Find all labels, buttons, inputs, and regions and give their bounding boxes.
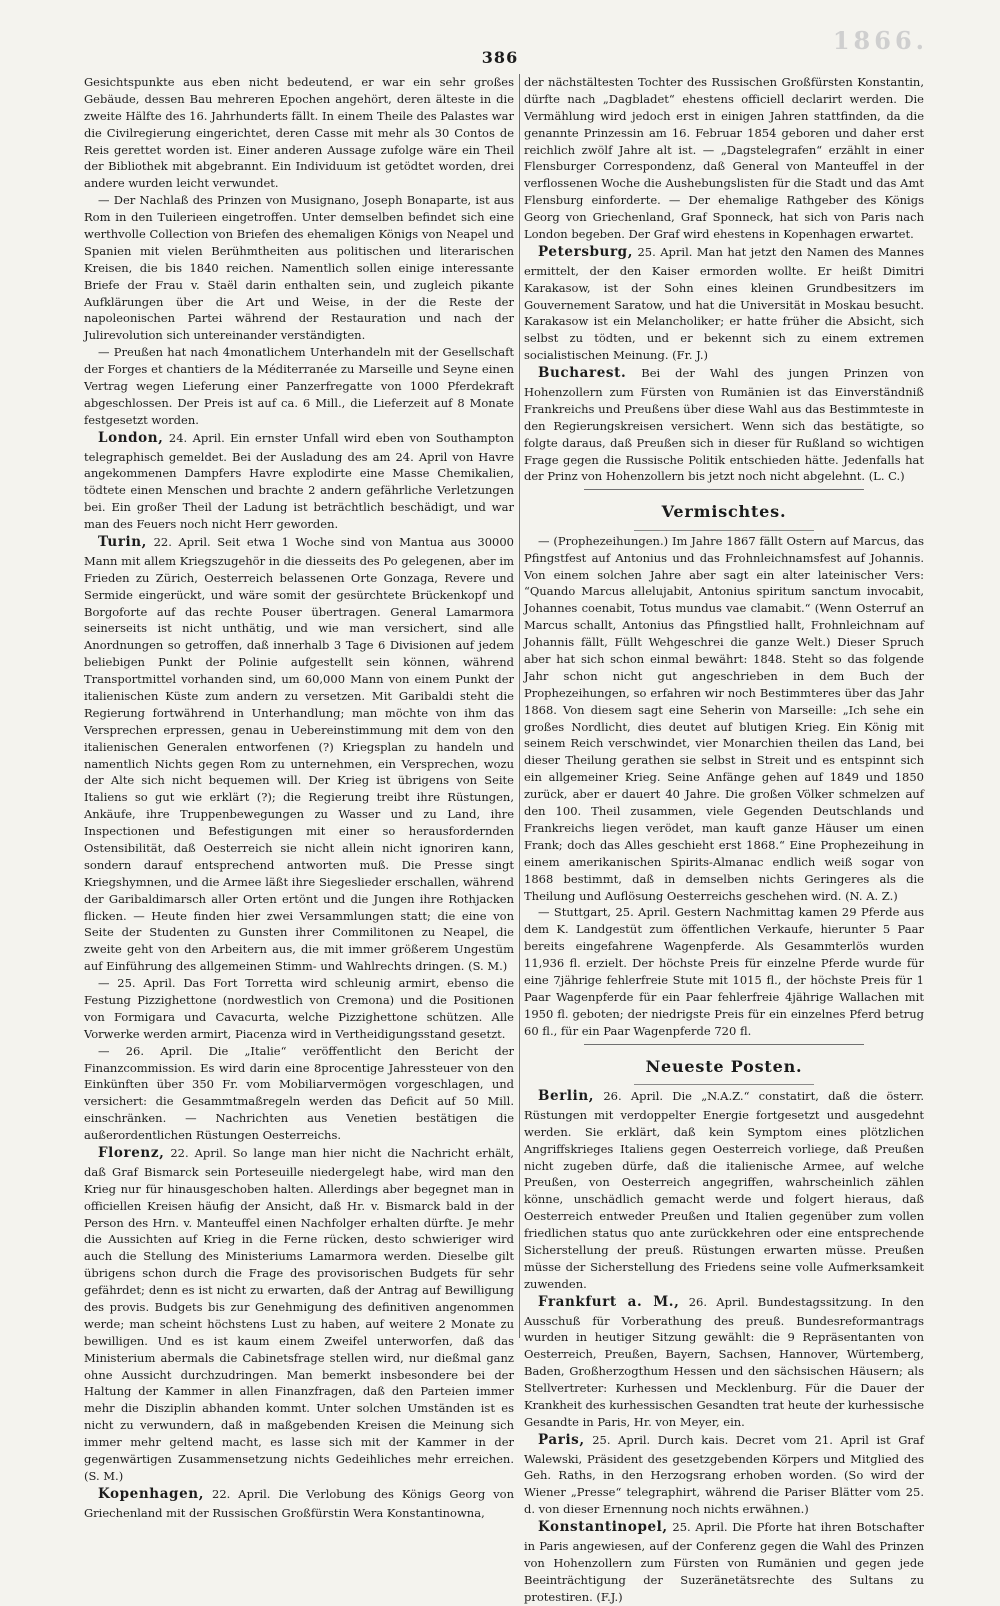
dispatch: [84, 533, 514, 975]
article-paragraph: Gesichtspunkte aus eben nicht bedeutend, er war ein sehr großes Gebäude, dessen Bau mehreren Epochen angehört, deren älteste in die zweite Hälfte des 16. Jahrhunderts fällt. In einem Theile des Palastes war die Civilregierung eingerichtet, deren Casse mit mehr als 30 Contos de Reis gerettet worden ist. Einer anderen Aussage zufolge wäre ein Theil der Bibliothek mit abgebrannt. Ein Individuum ist getödtet worden, drei andere wurden leicht verwundet.: [84, 75, 514, 191]
left-column: [84, 74, 515, 1520]
dispatch-text: 22. April. Die Verlobung des Königs Georg von Griechenland mit der Russischen Großfürstin Wera Konstantinowna,: [84, 1486, 515, 1520]
dispatch-text: 26. April. Bundestagssitzung. In den Ausschuß für Vorberathung des preuß. Bundesreformantrags wurden in heutiger Sitzung gewählt: die 9 Repräsentanten von Oesterreich, Preußen, Bayern, Sachsen, Hannover, Würtemberg, Baden, Großherzogthum Hessen und den sächsischen Häusern; als Stellvertreter: Kurhessen und Mecklenburg. Für die Dauer der Krankheit des kurhessischen Gesandten trat heute der kurhessische Gesandte in Paris, Hr. von Meyer, ein.: [524, 1294, 925, 1429]
article-paragraph: — (Prophezeihungen.) Im Jahre 1867 fällt Ostern auf Marcus, das Pfingstfest auf Antonius und das Frohnleichnamsfest auf Johannis. Von einem solchen Jahre aber sagt ein alter lateinischer Vers: “Quando Marcus allelujabit, Antonius spiritum sanctum invocabit, Johannes coenabit, Totus mundus vae clamabit.“ (Wenn Osterruf an Marcus schallt, Antonius das Pfingstlied hallt, Frohnleichnam auf Johannis fällt, Füllt Wehgeschrei die ganze Welt.) Dieser Spruch aber hat sich schon einmal bewährt: 1848. Steht so das folgende Jahr schon nicht gut angeschrieben in dem Buch der Prophezeihungen, so erfahren wir noch Bestimmteres über das Jahr 1868. Von diesem sagt eine Seherin von Marseille: „Ich sehe ein großes Nordlicht, dies deutet auf blutigen Krieg. Ein König mit seinem Reich verschwindet, vier Monarchien theilen das Land, bei dieser Theilung gerathen sie selbst in Streit und es entspinnt sich ein allgemeiner Krieg. Seine Anfänge gehen auf 1849 und 1850 zurück, aber er dauert 40 Jahre. Die großen Völker schmelzen auf den 100. Theil zusammen, viele Gegenden Deutschlands und Frankreichs liegen verödet, man kauft ganze Häuser um einen Frank; doch das Alles geschieht erst 1868.“ Eine Prophezeihung in einem amerikanischen Spirits-Almanac endlich weiß sogar von 1868 bestimmt, daß in demselben nichts Geringeres als die Theilung und Auflösung Oesterreichs geschehen wird. (N. A. Z.): [524, 533, 924, 903]
dispatch: [524, 1087, 924, 1293]
dispatch-place: London,: [98, 429, 164, 446]
dispatch: [524, 1518, 924, 1605]
article-paragraph: — Stuttgart, 25. April. Gestern Nachmittag kamen 29 Pferde aus dem K. Landgestüt zum öffentlichen Verkaufe, hierunter 5 Paar bereits eingefahrene Wagenpferde. Als Gesammterlös wurden 11,936 fl. erzielt. Der höchste Preis für einzelne Pferde wurde für eine 7jährige fehlerfreie Stute mit 1015 fl., der höchste Preis für 1 Paar Wagenpferde für ein Paar fehlerfreie 4jährige Wallachen mit 1950 fl. geboten; der niedrigste Preis für ein einzelnes Pferd betrug 60 fl., für ein Paar Wagenpferde 720 fl.: [524, 905, 924, 1038]
dispatch: [84, 429, 514, 533]
right-column: [524, 74, 925, 1604]
column-divider: [519, 74, 520, 1338]
dispatch-text: 22. April. So lange man hier nicht die Nachricht erhält, daß Graf Bismarck sein Porteseuille niedergelegt habe, wird man den Krieg nur für hinausgeschoben halten. Allerdings aber begegnet man in officiellen Kreisen häufig der Ansicht, daß Hr. v. Bismarck bald in der Person des Hrn. v. Manteuffel einen Nachfolger erhalten dürfte. Je mehr die Aussichten auf Krieg in die Ferne rücken, desto schwieriger wird auch die Stellung des Ministeriums Lamarmora werden. Dieselbe gilt übrigens schon durch die Frage des provisorischen Budgets für sehr gefährdet; denn es ist nicht zu erwarten, daß der Antrag auf Bewilligung des provis. Budgets bis zur Genehmigung des definitiven angenommen werde; man scheint höchstens Lust zu haben, auf weitere 2 Monate zu bewilligen. Und es ist kaum einem Zweifel unterworfen, daß das Ministerium abermals die Cabinetsfrage stellen wird, nur dießmal ganz ohne Aussicht durchzudringen. Man bemerkt insbesondere bei der Haltung der Kammer in allen Finanzfragen, daß den Parteien immer mehr die Disziplin abhanden kommt. Unter solchen Umständen ist es nicht zu verwundern, daß in maßgebenden Kreisen die Meinung sich immer mehr geltend macht, es lasse sich mit der Kammer in der gegenwärtigen Zusammensetzung nichts Gedeihliches mehr erreichen. (S. M.): [84, 1146, 514, 1483]
dispatch: [524, 1293, 924, 1431]
article-paragraph: — 25. April. Das Fort Torretta wird schleunig armirt, ebenso die Festung Pizzighettone (nordwestlich von Cremona) und die Positionen von Formigara und Cavacurta, welche Pizzighettone schützen. Alle Vorwerke werden armirt, Piacenza wird in Vertheidigungsstand gesetzt.: [84, 976, 514, 1041]
section-heading: Neueste Posten.: [645, 1056, 803, 1076]
dispatch-place: Berlin,: [538, 1088, 595, 1105]
dispatch-text: 25. April. Durch kais. Decret vom 21. April ist Graf Walewski, Präsident des gesetzgebenden Körpers und Mitglied des Geh. Raths, in den Herzogsrang erhoben worden. (So wird der Wiener „Presse“ telegraphirt, während die Pariser Blätter vom 25. d. von dieser Ernennung noch nichts erwähnen.): [524, 1432, 924, 1517]
article-paragraph: — 26. April. Die „Italie“ veröffentlicht den Bericht der Finanzcommission. Es wird darin eine 8procentige Jahressteuer von den Einkünften über 350 Fr. vom Mobiliarvermögen vorgeschlagen, und versichert: die Gesammtmaßregeln werden das Deficit auf 50 Mill. einschränken. — Nachrichten aus Venetien bestätigen die außerordentlichen Rüstungen Oesterreichs.: [84, 1043, 514, 1143]
dispatch: [84, 1144, 514, 1485]
dispatch: [84, 1485, 514, 1522]
dispatch-place: Turin,: [98, 534, 147, 550]
page-number: 386: [481, 48, 519, 67]
dispatch-place: Florenz,: [98, 1145, 165, 1162]
heading-underline: [634, 1084, 814, 1085]
dispatch: [524, 364, 924, 485]
dispatch-place: Frankfurt a. M.,: [538, 1293, 680, 1310]
header-ghost: 1866.: [832, 26, 928, 55]
dispatch-place: Paris,: [538, 1431, 585, 1448]
article-paragraph: der nächstältesten Tochter des Russischen Großfürsten Konstantin, dürfte nach „Dagbladet“ ehestens officiell declarirt werden. Die Vermählung wird jedoch erst in einigen Jahren stattfinden, da die genannte Prinzessin am 16. Februar 1854 geboren und daher erst reichlich zwölf Jahre alt ist. — „Dagstelegrafen“ erzählt in einer Flensburger Correspondenz, daß General von Manteuffel in der verflossenen Woche die Aushebungslisten für die Stadt und das Amt Flensburg einforderte. — Der ehemalige Rathgeber des Königs Georg von Griechenland, Graf Sponneck, hat sich von Paris nach London begeben. Der Graf wird ehestens in Kopenhagen erwartet.: [524, 75, 924, 242]
dispatch-place: Petersburg,: [538, 243, 634, 260]
dispatch: [524, 243, 924, 364]
dispatch-text: 26. April. Die „N.A.Z.“ constatirt, daß die österr. Rüstungen mit verdoppelter Energie fortgesetzt und ausgedehnt werden. Sie erklärt, daß kein Symptom eines plötzlichen Angriffskrieges Italiens gegen Oesterreich vorliege, daß Preußen nicht zugeben dürfe, daß die italienische Armee, auf welche Preußen, von Oesterreich angegriffen, wahrscheinlich zählen könne, unschädlich gemacht werde und folgert hieraus, daß Oesterreich entweder Preußen und Italien gegenüber zum vollen friedlichen status quo ante zurückkehren oder eine entsprechende Sicherstellung der preuß. Rüstungen erwarten müsse. Preußen müsse der Sicherstellung des Friedens seine volle Aufmerksamkeit zuwenden.: [524, 1089, 925, 1291]
dispatch: [524, 1431, 924, 1518]
dispatch-text: Bei der Wahl des jungen Prinzen von Hohenzollern zum Fürsten von Rumänien ist das Einverständniß Frankreichs und Preußens über diese Wahl aus das Bestimmteste in den Regierungskreisen versichert. Wenn sich das bestätigte, so folgte daraus, daß Preußen sich in dieser für Rußland so wichtigen Frage gegen die Russische Politik entschieden hätte. Jedenfalls hat der Prinz von Hohenzollern bis jetzt noch nicht abgelehnt. (L. C.): [524, 366, 925, 484]
dispatch-text: 25. April. Man hat jetzt den Namen des Mannes ermittelt, der den Kaiser ermorden wollte. Er heißt Dimitri Karakasow, ist der Sohn eines kleinen Grundbesitzers im Gouvernement Saratow, und hat die Universität in Moskau besucht. Karakasow ist ein Melancholiker; er hatte früher die Absicht, sich selbst zu tödten, und er bekennt sich zu einem extremen socialistischen Meinung. (Fr. J.): [524, 244, 924, 363]
article-paragraph: — Der Nachlaß des Prinzen von Musignano, Joseph Bonaparte, ist aus Rom in den Tuilerieen eingetroffen. Unter demselben befindet sich eine werthvolle Collection von Briefen des ehemaligen Königs von Neapel und Spanien mit vielen Berühmtheiten aus politischen und literarischen Kreisen, die bis 1840 reichen. Namentlich sollen einige interessante Briefe der Frau v. Staël darin enthalten sein, und zugleich pikante Aufklärungen über die Art und Weise, in der die Reste der napoleonischen Partei während der Restauration und nach der Julirevolution sich untereinander verständigten.: [84, 193, 514, 343]
dispatch-text: 22. April. Seit etwa 1 Woche sind von Mantua aus 30000 Mann mit allem Kriegszugehör in die diesseits des Po gelegenen, aber im Frieden zu Zürich, Oesterreich belassenen Orte Gonzaga, Revere und Sermide eingerückt, und wäre somit der gesürchtete Brückenkopf und Borgoforte auf das rechte Pouser übertragen. General Lamarmora seinerseits ist nicht unthätig, und wie man versichert, sind alle Anordnungen so getroffen, daß innerhalb 3 Tage 6 Divisionen auf jedem beliebigen Punkt der Polinie aufgestellt sein können, während Transportmittel vorhanden sind, um 60,000 Mann von einem Punkt der italienischen Küste zum andern zu versetzen. Mit Garibaldi steht die Regierung fortwährend in Unterhandlung; man möchte von ihm das Versprechen erpressen, genau in Uebereinstimmung mit dem von den italienischen Generalen entworfenen (?) Kriegsplan zu handeln und namentlich Nichts gegen Rom zu unternehmen, ein Versprechen, wozu der Alte sich nicht bequemen will. Der Krieg ist übrigens von Seite Italiens so gut wie erklärt (?); die Regierung treibt ihre Rüstungen, Ankäufe, ihre Truppenbewegungen zu Wasser und zu Land, ihre Inspectionen und Befestigungen mit einer so herausfordernden Ostensibilität, daß Oesterreich sie nicht allein nicht ignoriren kann, sondern darauf entsprechend antworten muß. Die Presse singt Kriegshymnen, und die Armee läßt ihre Siegeslieder erschallen, während der Garibaldimarsch aller Orten ertönt und die Jungen ihre Rothjacken flicken. — Heute finden hier zwei Versammlungen statt; die eine von Seite der Studenten zu Gunsten ihrer Commilitonen zu Neapel, die zweite geht von den Arbeitern aus, die mit immer größerem Ungestüm auf Einführung des allgemeinen Stimm- und Wahlrechts dringen. (S. M.): [84, 535, 515, 974]
dispatch-place: Kopenhagen,: [98, 1485, 204, 1502]
article-paragraph: — Preußen hat nach 4monatlichem Unterhandeln mit der Gesellschaft der Forges et chantiers de la Méditerranée zu Marseille und Seyne einen Vertrag wegen Lieferung einer Panzerfregatte von 1000 Pferdekraft abgeschlossen. Der Preis ist auf ca. 6 Mill., die Lieferzeit auf 8 Monate festgesetzt worden.: [84, 345, 514, 427]
dispatch-place: Bucharest.: [538, 365, 627, 382]
section-rule: [584, 489, 864, 490]
section-heading: Vermischtes.: [661, 502, 787, 522]
dispatch-text: 24. April. Ein ernster Unfall wird eben von Southampton telegraphisch gemeldet. Bei der Ausladung des am 24. April von Havre angekommenen Dampfers Havre explodirte eine Masse Chemikalien, tödtete einen Menschen und brachte 2 andern gefährliche Verletzungen bei. Ein großer Theil der Ladung ist beträchtlich beschädigt, und war man des Feuers noch nicht Herr geworden.: [84, 430, 515, 532]
heading-underline: [634, 530, 814, 531]
section-rule: [584, 1044, 864, 1045]
dispatch-text: 25. April. Die Pforte hat ihren Botschafter in Paris angewiesen, auf der Conferenz gegen die Wahl des Prinzen von Hohenzollern zum Fürsten von Rumänien und gegen jede Beeinträchtigung der Suzeränetätsrechte des Sultans zu protestiren. (F.J.): [524, 1520, 925, 1604]
dispatch-place: Konstantinopel,: [538, 1519, 668, 1536]
